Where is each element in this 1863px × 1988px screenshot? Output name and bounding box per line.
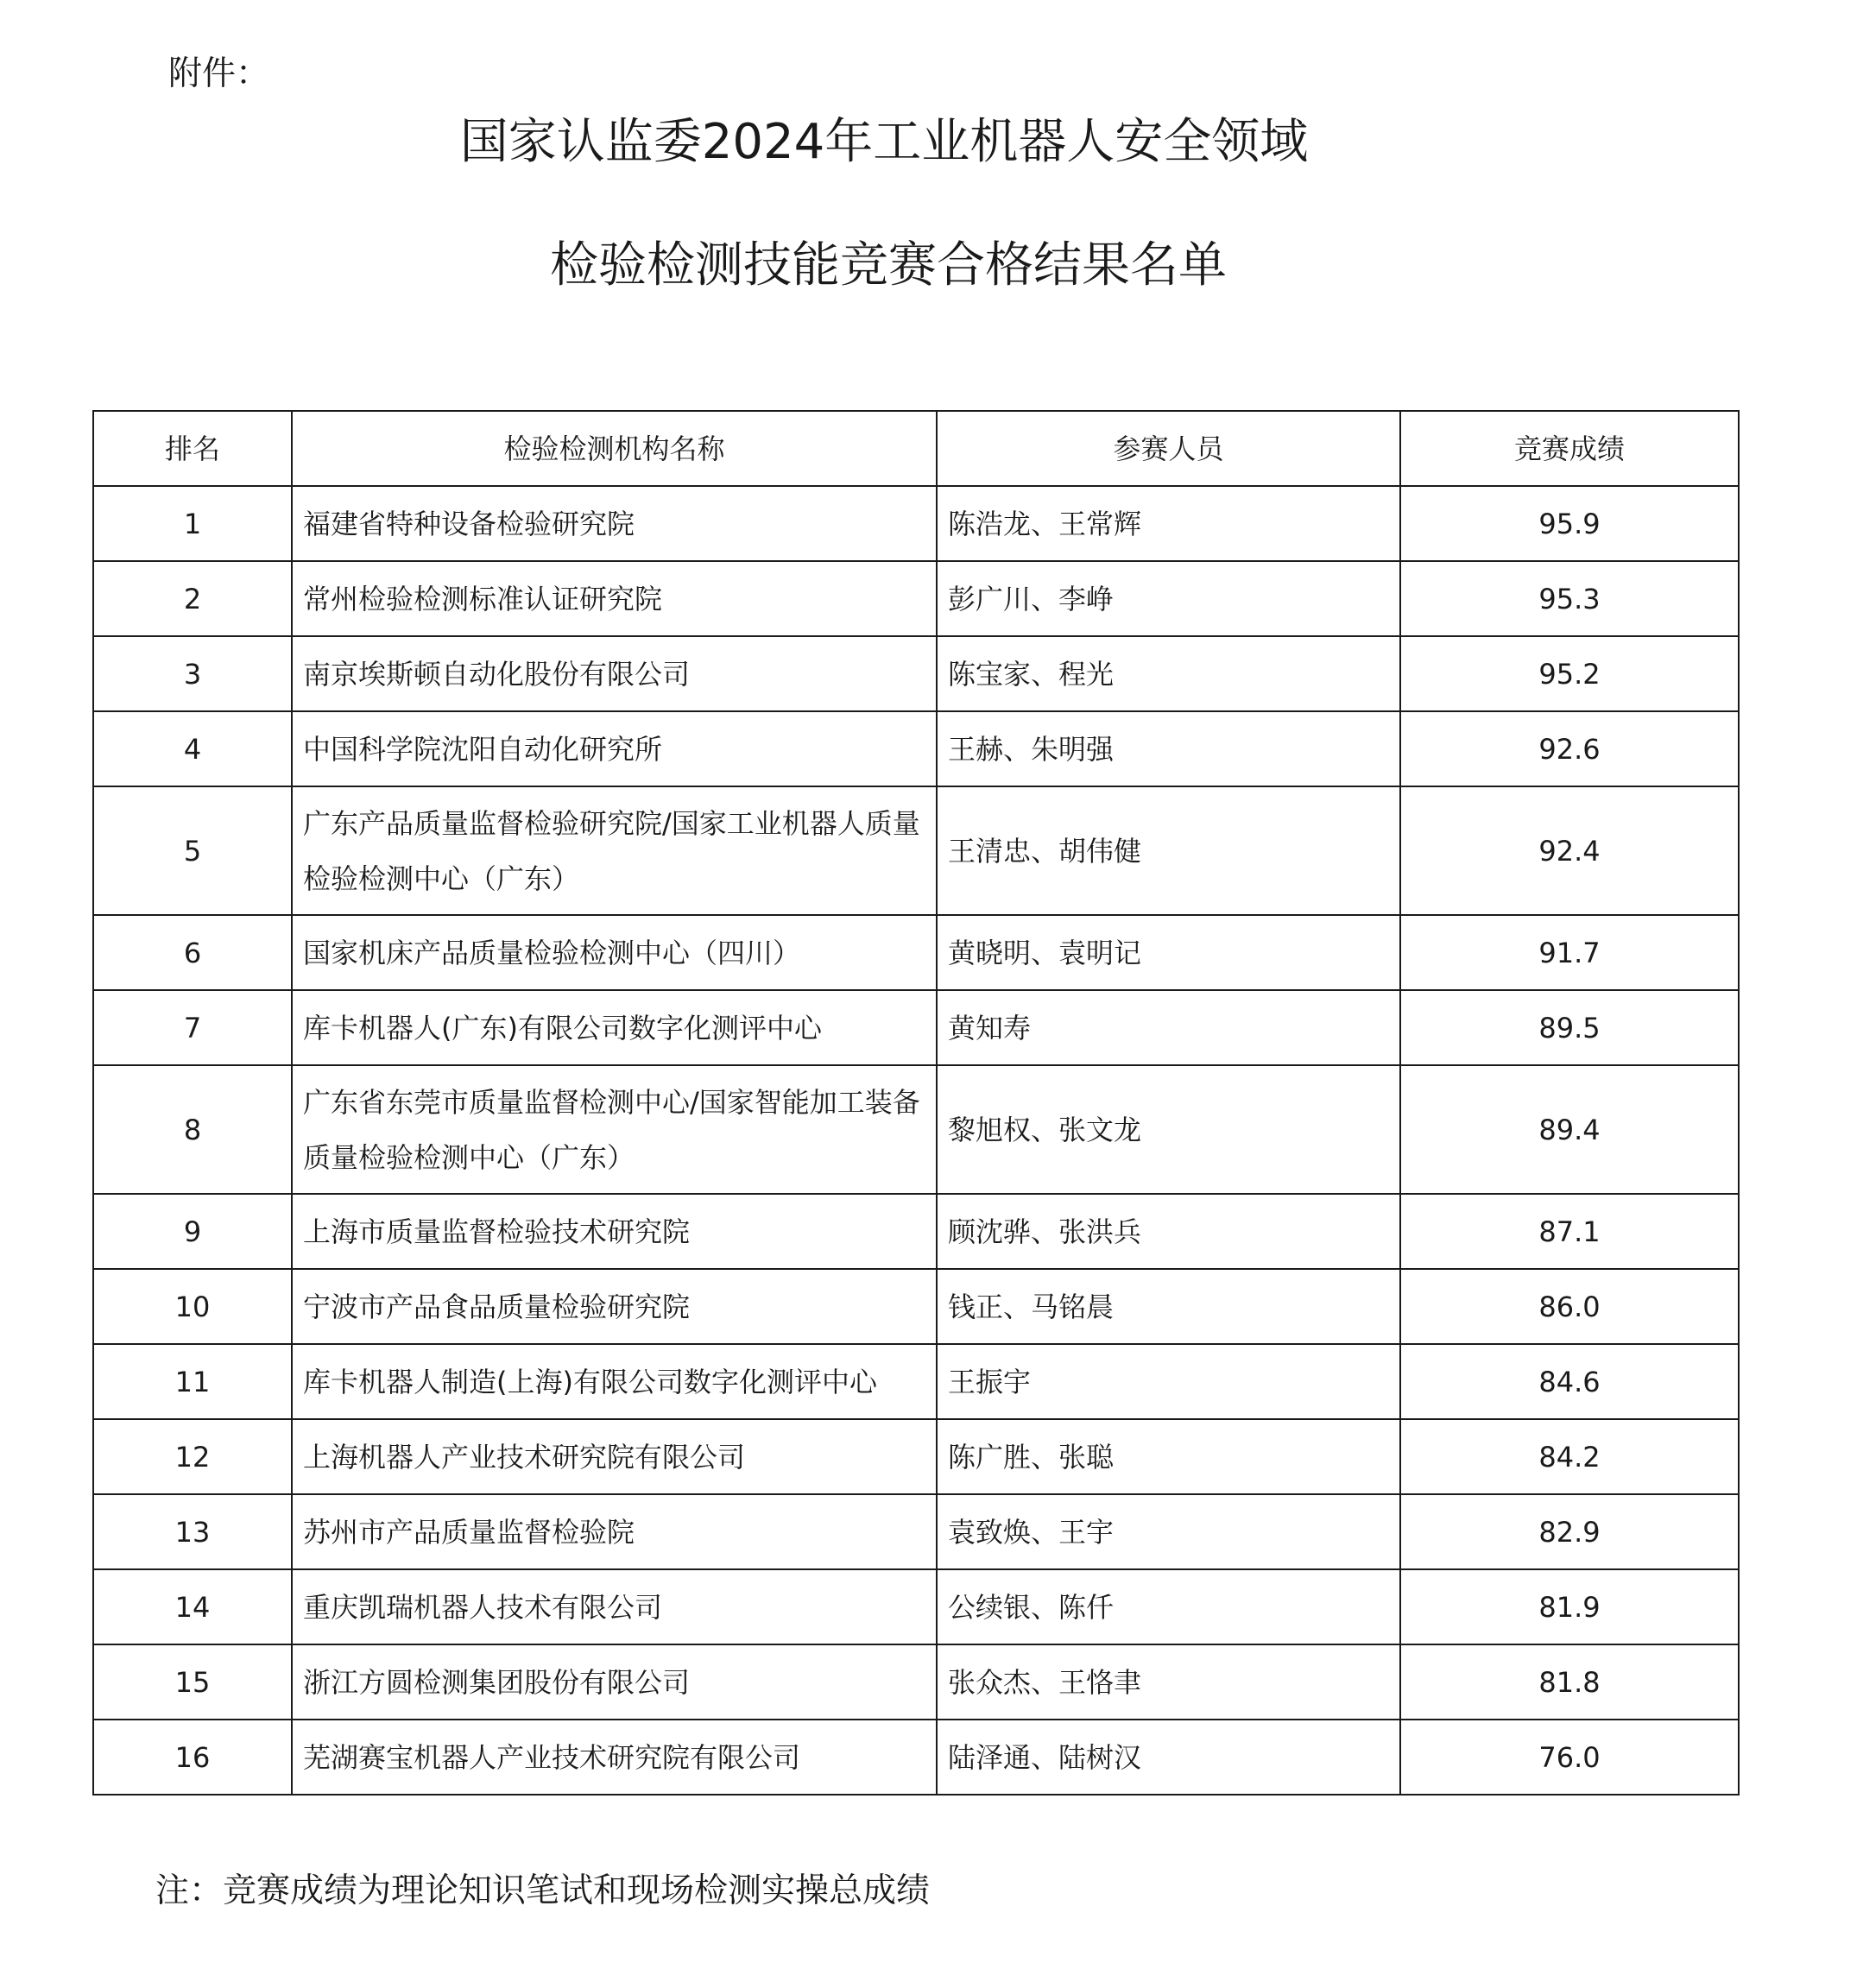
- page-title-line-2: 检验检测技能竞赛合格结果名单: [550, 237, 1227, 293]
- table-header-row: [93, 411, 1739, 486]
- participants-cell: 陈广胜、张聪: [937, 1419, 1400, 1494]
- org-cell: 库卡机器人(广东)有限公司数字化测评中心: [292, 990, 937, 1065]
- table-row: [93, 1269, 1739, 1344]
- header-rank: 排名: [93, 411, 292, 486]
- rank-cell: 4: [93, 711, 292, 786]
- rank-cell: 5: [93, 786, 292, 915]
- footnote: 注：竞赛成绩为理论知识笔试和现场检测实操总成绩: [155, 1871, 931, 1910]
- participants-cell: 黎旭权、张文龙: [937, 1065, 1400, 1194]
- table-row: [93, 1344, 1739, 1419]
- score-cell: 95.9: [1400, 486, 1739, 561]
- score-cell: 81.8: [1400, 1644, 1739, 1720]
- participants-cell: 公续银、陈仟: [937, 1569, 1400, 1644]
- org-cell: 常州检验检测标准认证研究院: [292, 561, 937, 636]
- participants-cell: 王振宇: [937, 1344, 1400, 1419]
- rank-cell: 10: [93, 1269, 292, 1344]
- rank-cell: 15: [93, 1644, 292, 1720]
- table-row: [93, 711, 1739, 786]
- rank-cell: 2: [93, 561, 292, 636]
- org-cell: 浙江方圆检测集团股份有限公司: [292, 1644, 937, 1720]
- org-cell: 苏州市产品质量监督检验院: [292, 1494, 937, 1569]
- org-cell: 上海市质量监督检验技术研究院: [292, 1194, 937, 1269]
- rank-cell: 16: [93, 1720, 292, 1795]
- score-cell: 92.4: [1400, 786, 1739, 915]
- table-row: [93, 1194, 1739, 1269]
- participants-cell: 陆泽通、陆树汉: [937, 1720, 1400, 1795]
- participants-cell: 钱正、马铭晨: [937, 1269, 1400, 1344]
- org-cell: 南京埃斯顿自动化股份有限公司: [292, 636, 937, 711]
- org-cell: 宁波市产品食品质量检验研究院: [292, 1269, 937, 1344]
- table-row: [93, 1569, 1739, 1644]
- org-cell: 福建省特种设备检验研究院: [292, 486, 937, 561]
- table-row: [93, 636, 1739, 711]
- score-cell: 95.2: [1400, 636, 1739, 711]
- participants-cell: 陈宝家、程光: [937, 636, 1400, 711]
- results-table: [92, 410, 1740, 1796]
- rank-cell: 3: [93, 636, 292, 711]
- table-row: [93, 561, 1739, 636]
- rank-cell: 13: [93, 1494, 292, 1569]
- org-cell: 广东省东莞市质量监督检测中心/国家智能加工装备质量检验检测中心（广东）: [292, 1065, 937, 1194]
- participants-cell: 黄晓明、袁明记: [937, 915, 1400, 990]
- score-cell: 81.9: [1400, 1569, 1739, 1644]
- rank-cell: 6: [93, 915, 292, 990]
- score-cell: 86.0: [1400, 1269, 1739, 1344]
- table-row: [93, 786, 1739, 915]
- score-cell: 84.6: [1400, 1344, 1739, 1419]
- table-row: [93, 1494, 1739, 1569]
- participants-cell: 黄知寿: [937, 990, 1400, 1065]
- participants-cell: 陈浩龙、王常辉: [937, 486, 1400, 561]
- table-row: [93, 1419, 1739, 1494]
- rank-cell: 8: [93, 1065, 292, 1194]
- header-score: 竞赛成绩: [1400, 411, 1739, 486]
- rank-cell: 9: [93, 1194, 292, 1269]
- table-row: [93, 1065, 1739, 1194]
- participants-cell: 顾沈骅、张洪兵: [937, 1194, 1400, 1269]
- score-cell: 87.1: [1400, 1194, 1739, 1269]
- score-cell: 76.0: [1400, 1720, 1739, 1795]
- rank-cell: 12: [93, 1419, 292, 1494]
- org-cell: 广东产品质量监督检验研究院/国家工业机器人质量检验检测中心（广东）: [292, 786, 937, 915]
- rank-cell: 7: [93, 990, 292, 1065]
- table-row: [93, 1644, 1739, 1720]
- org-cell: 重庆凯瑞机器人技术有限公司: [292, 1569, 937, 1644]
- score-cell: 92.6: [1400, 711, 1739, 786]
- score-cell: 82.9: [1400, 1494, 1739, 1569]
- header-org: 检验检测机构名称: [292, 411, 937, 486]
- table-row: [93, 990, 1739, 1065]
- org-cell: 上海机器人产业技术研究院有限公司: [292, 1419, 937, 1494]
- participants-cell: 袁致焕、王宇: [937, 1494, 1400, 1569]
- page-title-line-1: 国家认监委2024年工业机器人安全领域: [459, 114, 1309, 170]
- score-cell: 84.2: [1400, 1419, 1739, 1494]
- attachment-label: 附件：: [168, 54, 270, 93]
- org-cell: 芜湖赛宝机器人产业技术研究院有限公司: [292, 1720, 937, 1795]
- score-cell: 91.7: [1400, 915, 1739, 990]
- participants-cell: 王赫、朱明强: [937, 711, 1400, 786]
- table-row: [93, 1720, 1739, 1795]
- score-cell: 89.5: [1400, 990, 1739, 1065]
- participants-cell: 张众杰、王恪聿: [937, 1644, 1400, 1720]
- rank-cell: 11: [93, 1344, 292, 1419]
- table-row: [93, 486, 1739, 561]
- participants-cell: 王清忠、胡伟健: [937, 786, 1400, 915]
- table-row: [93, 915, 1739, 990]
- org-cell: 中国科学院沈阳自动化研究所: [292, 711, 937, 786]
- org-cell: 国家机床产品质量检验检测中心（四川）: [292, 915, 937, 990]
- rank-cell: 14: [93, 1569, 292, 1644]
- rank-cell: 1: [93, 486, 292, 561]
- org-cell: 库卡机器人制造(上海)有限公司数字化测评中心: [292, 1344, 937, 1419]
- header-participants: 参赛人员: [937, 411, 1400, 486]
- participants-cell: 彭广川、李峥: [937, 561, 1400, 636]
- score-cell: 95.3: [1400, 561, 1739, 636]
- score-cell: 89.4: [1400, 1065, 1739, 1194]
